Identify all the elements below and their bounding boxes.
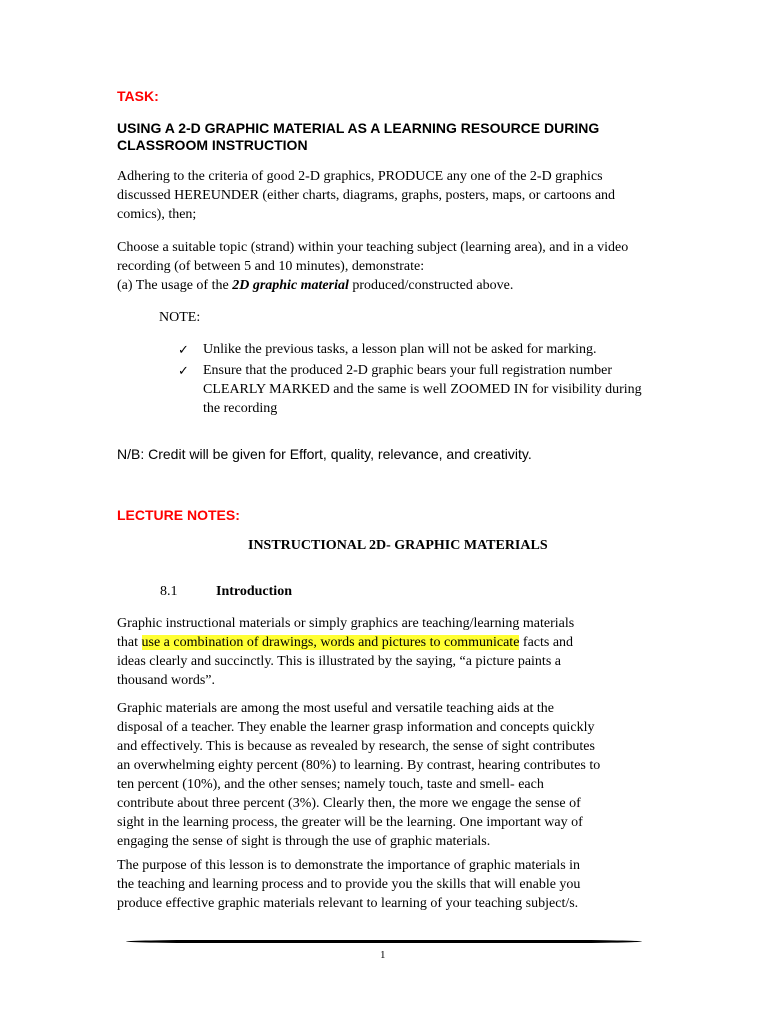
task-heading: USING A 2-D GRAPHIC MATERIAL AS A LEARNING RESOURCE DURING CLASSROOM INSTRUCTION [117,120,600,153]
footer-rule [126,939,642,944]
intro-p2-text: Graphic materials are among the most useful and versatile teaching aids at the disposal of a teacher. They enable the learner grasp information and concepts quickly and effectively. This is because as revealed by research, the sense of sight contributes an overwhelming eighty percent (80%) to learning. By contrast, hearing contributes to ten percent (10%), and the other senses; namely touch, taste and smell- each contribute about three percent (3%). Clearly then, the more we engage the sense of sight in the learning process, the greater will be the learning. One important way of engaging the sense of sight is through the use of graphic materials. [117,701,601,849]
section-title: Introduction [216,584,292,599]
section-number: 8.1 [160,584,178,599]
list-item [178,340,653,359]
page-number: 1 [380,949,386,961]
task-item-a-suffix: produced/constructed above. [348,278,514,293]
task-item-a [117,276,647,295]
task-paragraph-1 [117,167,637,224]
note-list [178,340,653,420]
note-label: NOTE: [159,310,201,325]
task-para2-text: Choose a suitable topic (strand) within your teaching subject (learning area), and in a video recording (of between 5 and 10 minutes), demonstrate: [117,240,629,274]
intro-paragraph-3 [117,856,597,913]
note-item-text: Ensure that the produced 2-D graphic bears your full registration number CLEARLY MARKED and the same is well ZOOMED IN for visibility during the recording [203,363,642,416]
lecture-title: INSTRUCTIONAL 2D- GRAPHIC MATERIALS [248,538,548,553]
nb-credit-note: N/B: Credit will be given for Effort, quality, relevance, and creativity. [117,446,532,462]
note-item-text: Unlike the previous tasks, a lesson plan will not be asked for marking. [203,342,597,357]
intro-paragraph-1 [117,614,585,690]
intro-paragraph-2 [117,699,602,851]
task-item-a-prefix: (a) The usage of the [117,278,233,293]
list-item [178,361,653,418]
checkmark-icon: ✓ [178,342,189,357]
checkmark-icon: ✓ [178,363,189,378]
lecture-notes-label: LECTURE NOTES: [117,507,240,523]
highlighted-text: use a combination of drawings, words and pictures to communicate [141,635,520,650]
task-para1-text: Adhering to the criteria of good 2-D graphics, PRODUCE any one of the 2-D graphics discussed HEREUNDER (either charts, diagrams, graphs, posters, maps, or cartoons and comics), then; [117,169,616,222]
task-paragraph-2 [117,238,647,295]
task-item-a-emphasis: 2D graphic material [232,278,349,293]
task-label: TASK: [117,88,159,104]
intro-p1-before: Graphic instructional materials or simply graphics are teaching/learning materials that [117,616,575,650]
intro-p3-text: The purpose of this lesson is to demonstrate the importance of graphic materials in the teaching and learning process and to provide you the skills that will enable you produce effective graphic materials relevant to learning of your teaching subject/s. [117,858,581,911]
intro-p1-after: facts and ideas clearly and succinctly. This is illustrated by the saying, “a picture paints a thousand words”. [117,635,574,688]
